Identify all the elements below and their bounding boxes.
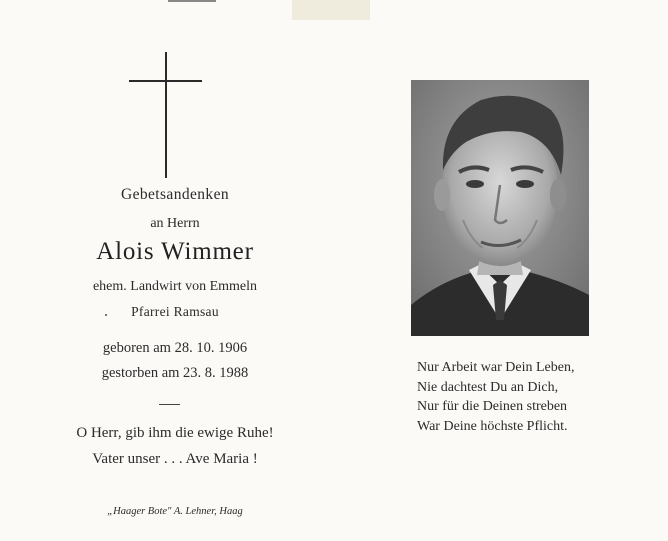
poem-line: War Deine höchste Pflicht. xyxy=(417,418,568,434)
deceased-name: Alois Wimmer xyxy=(96,238,254,265)
poem-line: Nie dachtest Du an Dich, xyxy=(417,379,559,395)
cross-icon-bar xyxy=(129,80,202,82)
printer-credit: „Haager Bote" A. Lehner, Haag xyxy=(107,506,243,517)
prayer-line-1: O Herr, gib ihm die ewige Ruhe! xyxy=(76,425,274,441)
cross-icon xyxy=(165,52,167,178)
poem-line: Nur Arbeit war Dein Leben, xyxy=(417,360,575,375)
card-heading: Gebetsandenken xyxy=(120,186,230,203)
memorial-poem xyxy=(417,358,647,436)
portrait-illustration xyxy=(411,80,589,336)
death-date-text: gestorben am 23. 8. 1988 xyxy=(101,365,249,381)
top-edge-mark xyxy=(168,0,216,2)
poem-line: Nur für die Deinen streben xyxy=(417,399,568,414)
occupation-text: ehem. Landwirt von Emmeln xyxy=(92,279,258,294)
card-to-label: an Herrn xyxy=(150,216,200,231)
prayer-line-2: Vater unser . . . Ave Maria ! xyxy=(92,451,258,467)
tape-residue xyxy=(292,0,370,20)
portrait-photo xyxy=(411,80,589,336)
divider-line xyxy=(159,404,180,405)
parish-text: Pfarrei Ramsau xyxy=(131,304,219,319)
birth-date-text: geboren am 28. 10. 1906 xyxy=(102,340,248,356)
